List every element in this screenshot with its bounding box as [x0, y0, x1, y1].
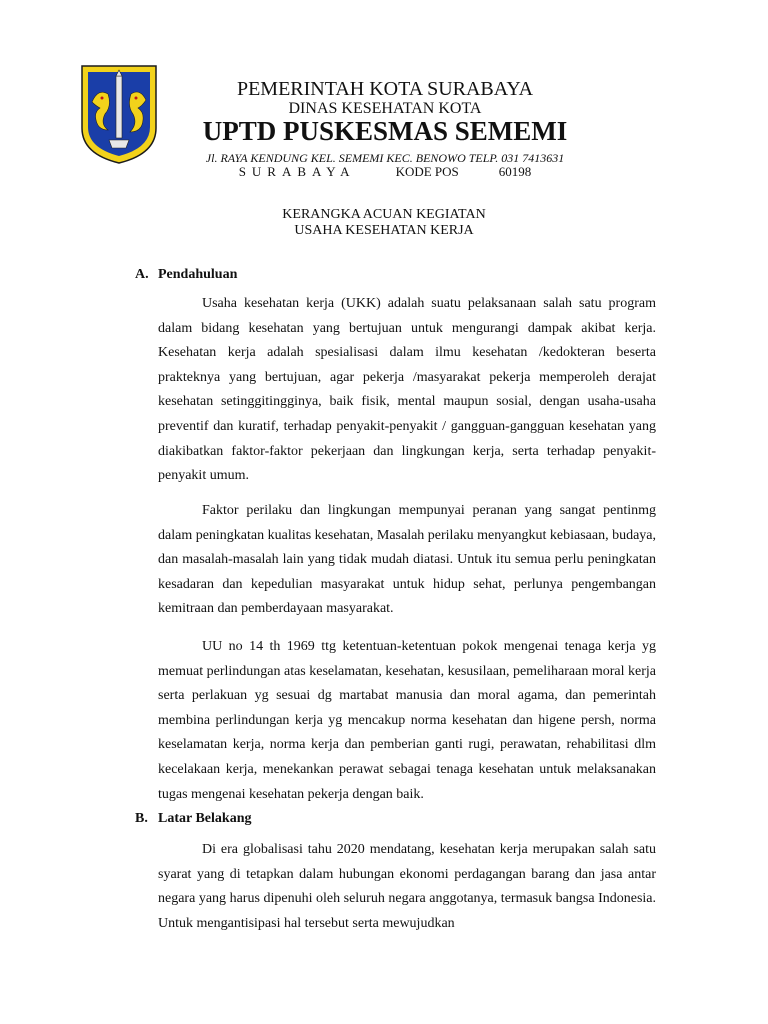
letterhead-department: DINAS KESEHATAN KOTA: [288, 100, 482, 117]
document-title-line-2: USAHA KESEHATAN KERJA: [294, 223, 474, 238]
document-title-line-1: KERANGKA ACUAN KEGIATAN: [282, 207, 486, 222]
letterhead-city-postal: [150, 164, 620, 180]
postal-code: 60198: [498, 164, 532, 179]
section-number: A.: [135, 267, 149, 282]
paragraph: Faktor perilaku dan lingkungan mempunyai peranan yang sangat pentinmg dalam peningkatan kualitas kesehatan, Masalah perilaku menyangkut kebiasaan, budaya, dan masalah-masalah lain yang tidak mudah diatasi. Untuk itu semua perlu peningkatan kesadaran dan kepedulian masyarakat untuk hidup sehat, perlunya pengembangan kemitraan dan pemberdayaan masyarakat.: [158, 503, 656, 617]
section-heading-b: [135, 811, 251, 827]
section-title: Latar Belakang: [158, 811, 252, 826]
paragraph: Di era globalisasi tahu 2020 mendatang, kesehatan kerja merupakan salah satu syarat yang di tetapkan dalam hubungan ekonomi perdagangan barang dan jasa antar negara yang harus dipenuhi oleh seluruh negara anggotanya, termasuk bangsa Indonesia. Untuk mengantisipasi hal tersebut serta mewujudkan: [158, 842, 656, 931]
surabaya-city-emblem-icon: [78, 62, 160, 166]
letterhead-institution: UPTD PUSKESMAS SEMEMI: [202, 116, 568, 146]
letterhead-address: Jl. RAYA KENDUNG KEL. SEMEMI KEC. BENOWO TELP. 031 7413631: [205, 151, 565, 165]
section-number: B.: [135, 811, 148, 826]
section-heading-a: [135, 267, 237, 283]
letterhead-city: SURABAYA: [238, 164, 356, 179]
postal-label: KODE POS: [395, 164, 459, 179]
section-title: Pendahuluan: [158, 267, 238, 282]
paragraph: Usaha kesehatan kerja (UKK) adalah suatu pelaksanaan salah satu program dalam bidang kesehatan yang bertujuan untuk mengurangi dampak akibat kerja. Kesehatan kerja adalah spesialisasi dalam ilmu kesehatan /kedokteran beserta prakteknya yang bertujuan, agar pekerja /masyarakat pekerja memperoleh derajat kesehatan setinggitingginya, baik fisik, mental maupun sosial, dengan usaha-usaha preventif dan kuratif, terhadap penyakit-penyakit / gangguan-gangguan kesehatan yang diakibatkan faktor-faktor pekerjaan dan lingkungan kerja, serta terhadap penyakit-penyakit umum.: [158, 296, 656, 484]
letterhead-government: PEMERINTAH KOTA SURABAYA: [236, 78, 534, 100]
paragraph: UU no 14 th 1969 ttg ketentuan-ketentuan pokok mengenai tenaga kerja yg memuat perlindungan atas keselamatan, kesehatan, kesusilaan, pemeliharaan moral kerja serta perlakuan yg sesuai dg martabat manusia dan moral agama, dan pemerintah membina perlindungan kerja yg mencakup norma kesehatan dan higene persh, norma keselamatan kerja, norma kerja dan pemberian ganti rugi, perawatan, rehabilitasi dlm kecelakaan kerja, menekankan perawat sebagai tenaga kesehatan untuk melaksanakan tugas mengenai kesehatan pekerja dengan baik.: [158, 639, 656, 802]
